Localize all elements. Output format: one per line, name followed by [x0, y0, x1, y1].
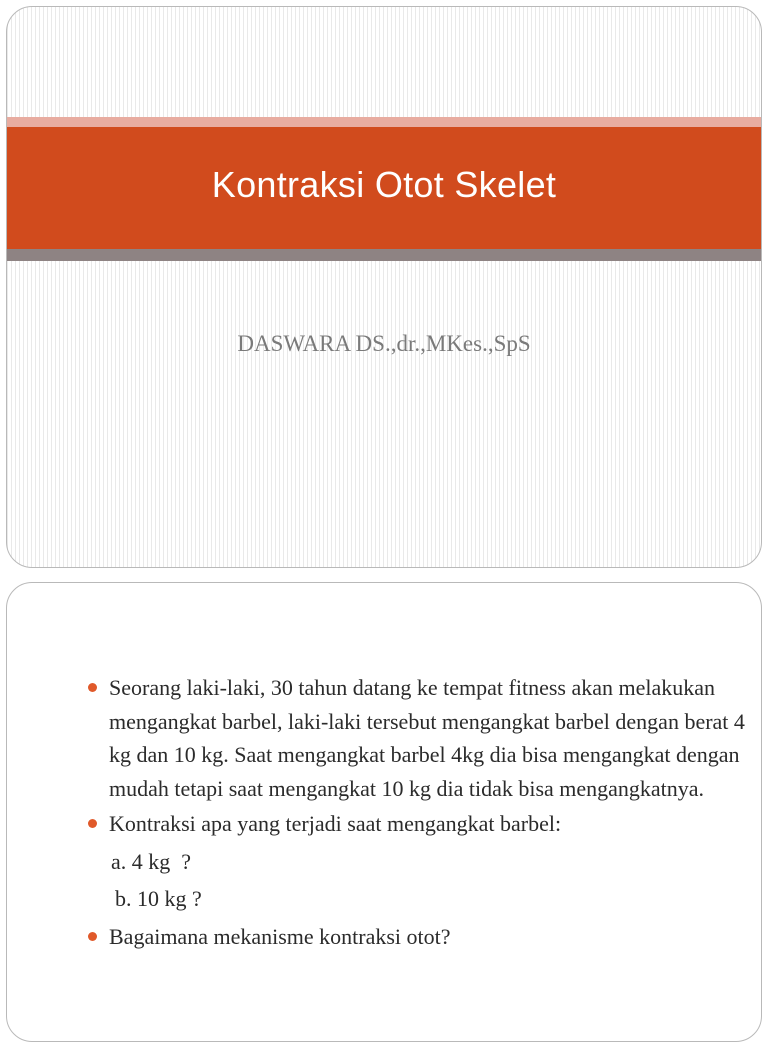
option-b: b. 10 kg ? — [115, 886, 202, 911]
bullet-text: Bagaimana mekanisme kontraksi otot? — [109, 923, 451, 949]
title-slide — [6, 6, 762, 568]
title-band — [7, 127, 761, 249]
bullet-icon — [88, 932, 97, 941]
bullet-list — [85, 671, 745, 955]
author-subtitle: DASWARA DS.,dr.,MKes.,SpS — [237, 331, 531, 356]
content-slide — [6, 582, 762, 1042]
list-item — [85, 920, 745, 954]
slide-title: Kontraksi Otot Skelet — [211, 164, 557, 205]
accent-band-bottom — [7, 249, 761, 261]
accent-band-top — [7, 117, 761, 127]
list-item — [85, 671, 745, 805]
bullet-icon — [88, 683, 97, 692]
option-a: a. 4 kg ? — [111, 848, 192, 874]
list-item — [85, 807, 745, 841]
bullet-icon — [88, 819, 97, 828]
bullet-text: Kontraksi apa yang terjadi saat mengangkat barbel: — [109, 811, 562, 836]
bullet-text: Seorang laki-laki, 30 tahun datang ke tempat fitness akan melakukan mengangkat barbel, laki-laki tersebut mengangkat barbel dengan berat 4 kg dan 10 kg. Saat mengangkat barbel 4kg dia bisa mengangkat dengan mudah tetapi saat mengangkat 10 kg dia tidak bisa mengangkatnya. — [109, 675, 745, 801]
